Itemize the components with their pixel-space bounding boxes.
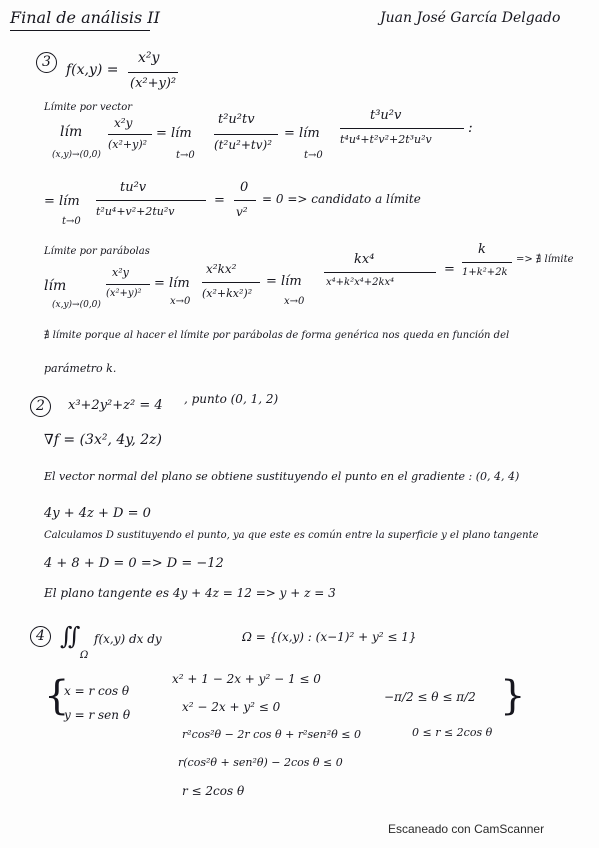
q3-par-sub-1: (x,y)→(0,0) xyxy=(52,300,101,310)
q3-vec-f3-num: t³u²v xyxy=(370,108,402,123)
q3-vec-f1-den: (x²+y)² xyxy=(108,138,148,151)
q3-par-f4-bar xyxy=(462,262,512,263)
q4-step-1: x² + 1 − 2x + y² − 1 ≤ 0 xyxy=(172,672,321,686)
q3-par-f1-bar xyxy=(106,284,150,285)
q3-line2-v2: v² xyxy=(236,205,248,219)
q3-conclusion-line-2: parámetro k. xyxy=(44,362,117,375)
q2-plane-equation: 4y + 4z + D = 0 xyxy=(44,506,151,521)
q3-vec-sub-3: t→0 xyxy=(304,150,323,161)
q4-domain-definition: Ω = {(x,y) : (x−1)² + y² ≤ 1} xyxy=(242,630,417,644)
q3-par-eq-1: = lím xyxy=(154,276,190,291)
q3-conclusion-line-1: ∄ límite porque al hacer el límite por parábolas de forma genérica nos queda en función del xyxy=(44,330,510,341)
q3-vec-f3-bar xyxy=(340,128,464,129)
q3-vec-f3-den: t⁴u⁴+t²v²+2t³u²v xyxy=(340,133,432,146)
q4-double-integral: ∬ xyxy=(60,622,81,650)
q3-par-sub-2: x→0 xyxy=(170,296,191,307)
q3-par-f3-bar xyxy=(324,272,436,273)
q3-vector-label: Límite por vector xyxy=(44,102,133,113)
q3-line2-zero: 0 xyxy=(240,180,249,195)
q4-integral-domain-sub: Ω xyxy=(80,650,89,661)
q3-vec-lim-1: lím xyxy=(60,124,83,140)
q4-r-range: 0 ≤ r ≤ 2cos θ xyxy=(412,726,493,739)
q2-surface-equation: x³+2y²+z² = 4 xyxy=(68,398,163,413)
q3-par-f2-den: (x²+kx²)² xyxy=(202,287,253,300)
q3-vec-f2-bar xyxy=(214,134,278,135)
q3-vec-lim-1-sub: (x,y)→(0,0) xyxy=(52,150,101,160)
q2-calc-text: Calculamos D sustituyendo el punto, ya que este es común entre la superficie y el plano tangente xyxy=(44,530,539,541)
q3-par-f3-num: kx⁴ xyxy=(354,252,375,267)
question-2-marker: 2 xyxy=(30,396,51,417)
q4-integrand: f(x,y) dx dy xyxy=(94,632,162,646)
q4-range-brace: } xyxy=(500,673,526,719)
q3-line2-eq2: = xyxy=(214,193,225,208)
q2-point: , punto (0, 1, 2) xyxy=(184,392,279,406)
q3-line2-bar2 xyxy=(234,200,256,201)
q3-line2-eq: = lím xyxy=(44,194,80,209)
q3-par-f2-num: x²kx² xyxy=(206,262,237,276)
q3-par-f1-den: (x²+y)² xyxy=(106,288,142,299)
q3-vec-colon: : xyxy=(468,120,473,136)
q3-function-numerator: x²y xyxy=(138,50,160,66)
title-underline xyxy=(10,30,150,31)
question-3-marker: 3 xyxy=(36,52,57,73)
q4-polar-y: y = r sen θ xyxy=(64,708,131,722)
q3-par-eq-2: = lím xyxy=(266,274,302,289)
question-4-marker: 4 xyxy=(30,626,51,647)
q4-step-5: r ≤ 2cos θ xyxy=(182,784,245,798)
q3-function-lhs: f(x,y) = xyxy=(66,62,119,78)
scanner-watermark: Escaneado con CamScanner xyxy=(388,822,545,836)
q2-gradient: ∇f = (3x², 4y, 2z) xyxy=(44,432,162,448)
q3-par-lim: lím xyxy=(44,278,67,294)
q3-line2-sub: t→0 xyxy=(62,216,81,227)
q3-vec-sub-2: t→0 xyxy=(176,150,195,161)
q4-polar-x: x = r cos θ xyxy=(64,684,130,698)
q3-vec-f1-bar xyxy=(108,134,152,135)
q3-vec-f2-num: t²u²tv xyxy=(218,112,255,127)
q3-function-denominator: (x²+y)² xyxy=(130,76,177,91)
q3-vec-eq-2: = lím xyxy=(284,126,320,141)
q3-line2-bar xyxy=(96,200,206,201)
q4-step-3: r²cos²θ − 2r cos θ + r²sen²θ ≤ 0 xyxy=(182,728,361,741)
q3-vec-f1-num: x²y xyxy=(114,116,133,130)
q2-tangent-plane: El plano tangente es 4y + 4z = 12 => y + z = 3 xyxy=(44,586,336,600)
q2-normal-vector: El vector normal del plano se obtiene sustituyendo el punto en el gradiente : (0, 4, 4) xyxy=(44,470,520,483)
q3-vec-eq-1: = lím xyxy=(156,126,192,141)
q3-line2-result: = 0 => candidato a límite xyxy=(262,192,421,206)
q3-par-result: => ∄ límite xyxy=(516,254,574,265)
q3-function-fraction-bar xyxy=(128,72,178,73)
q3-vec-f2-den: (t²u²+tv)² xyxy=(214,138,273,152)
q4-step-2: x² − 2x + y² ≤ 0 xyxy=(182,700,281,714)
q3-par-f4-num: k xyxy=(478,242,486,257)
q3-par-f1-num: x²y xyxy=(112,266,129,279)
q3-par-f2-bar xyxy=(202,282,260,283)
q3-line2-den: t²u⁴+v²+2tu²v xyxy=(96,205,175,218)
q4-step-4: r(cos²θ + sen²θ) − 2cos θ ≤ 0 xyxy=(178,756,343,769)
q3-line2-num: tu²v xyxy=(120,180,147,195)
q4-theta-range: −π/2 ≤ θ ≤ π/2 xyxy=(384,690,476,704)
q3-parabola-label: Límite por parábolas xyxy=(44,246,150,257)
q4-system-brace: { xyxy=(44,673,70,719)
q3-par-f4-den: 1+k²+2k xyxy=(462,267,508,278)
q2-substitution: 4 + 8 + D = 0 => D = −12 xyxy=(44,556,224,571)
q3-par-f3-den: x⁴+k²x⁴+2kx⁴ xyxy=(326,277,395,288)
q3-par-eq-3: = xyxy=(444,262,455,277)
q3-par-sub-3: x→0 xyxy=(284,296,305,307)
author-name: Juan José García Delgado xyxy=(380,10,561,26)
exam-title: Final de análisis II xyxy=(10,8,160,27)
